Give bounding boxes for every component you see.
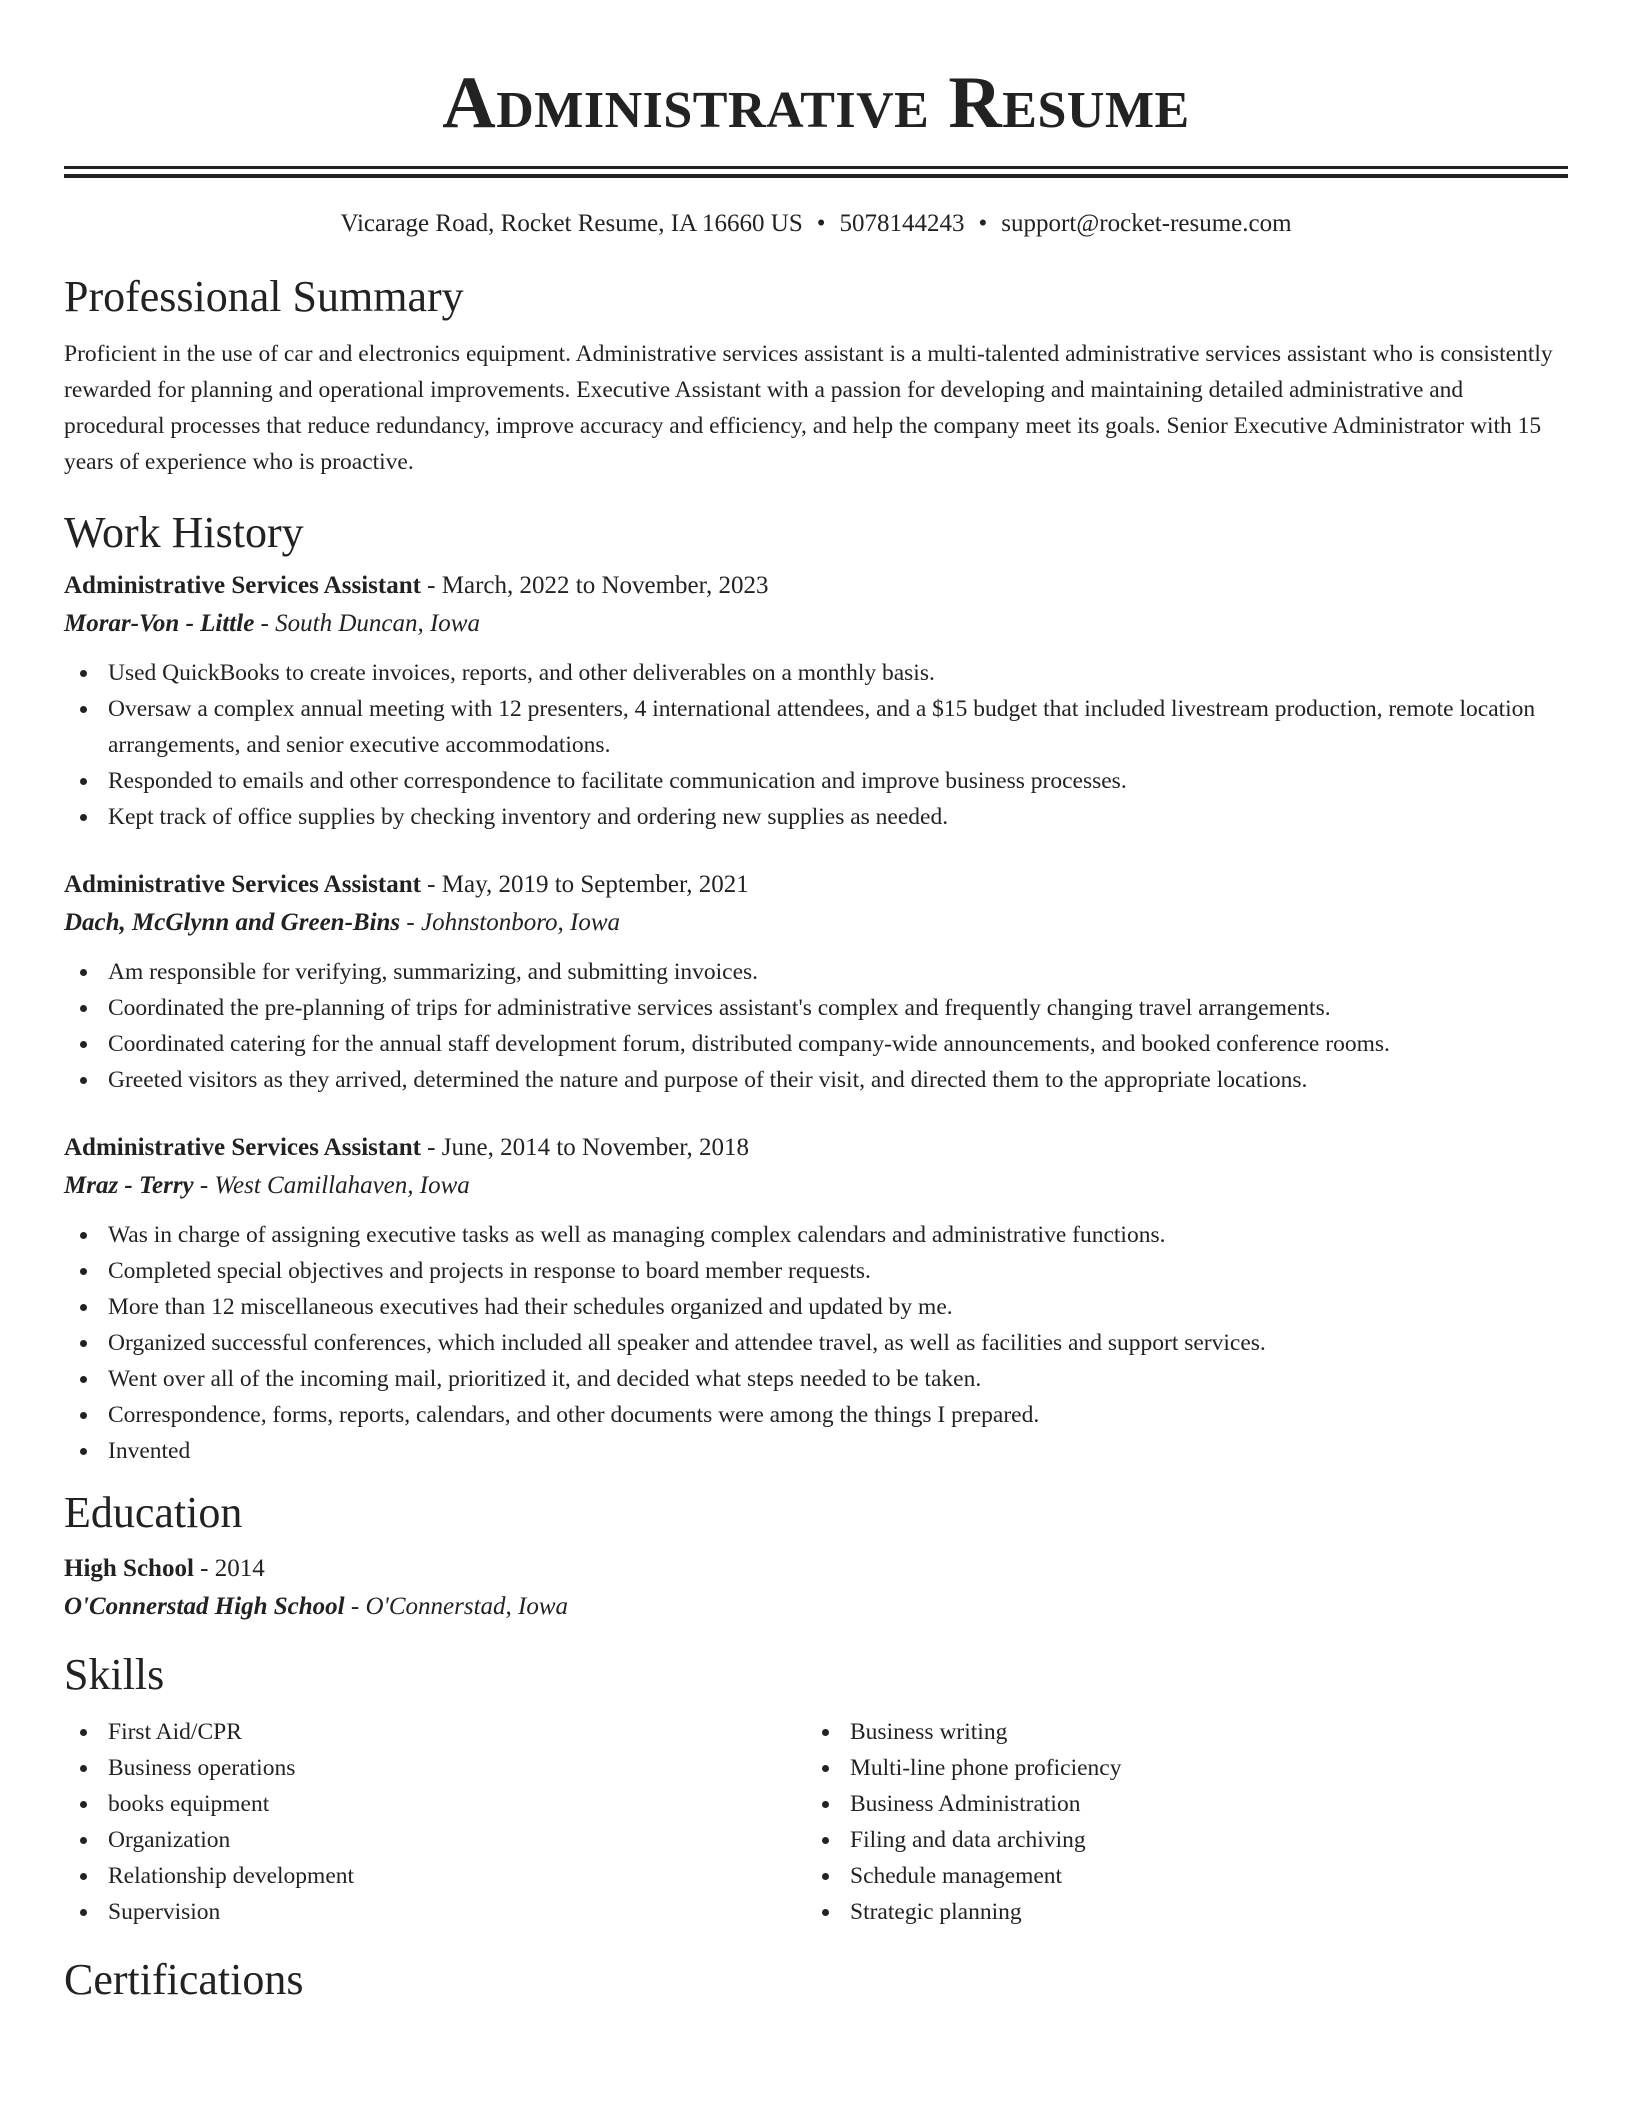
job-bullet: Was in charge of assigning executive tasks as well as managing complex calendars and administrative functions. (108, 1217, 1568, 1253)
job-bullet: Went over all of the incoming mail, prioritized it, and decided what steps needed to be taken. (108, 1361, 1568, 1397)
job-bullet: More than 12 miscellaneous executives had their schedules organized and updated by me. (108, 1289, 1568, 1325)
job-bullets (64, 1217, 1568, 1469)
resume-page (64, 0, 1568, 2006)
contact-separator: • (978, 210, 988, 237)
job-bullet: Organized successful conferences, which included all speaker and attendee travel, as well as facilities and support services. (108, 1325, 1568, 1361)
education-school-line (64, 1588, 1568, 1626)
job-bullet: Kept track of office supplies by checking inventory and ordering new supplies as needed. (108, 799, 1568, 835)
job-bullet: Completed special objectives and projects in response to board member requests. (108, 1253, 1568, 1289)
work-history-heading: Work History (64, 508, 304, 557)
job-title-line (64, 866, 1568, 904)
skill-item: books equipment (108, 1786, 806, 1822)
job-bullet: Oversaw a complex annual meeting with 12 presenters, 4 international attendees, and a $15 budget that included livestream production, remote location arrangements, and senior executive accommodations. (108, 691, 1568, 763)
education-degree-line (64, 1550, 1568, 1588)
job-bullet: Am responsible for verifying, summarizing, and submitting invoices. (108, 954, 1568, 990)
job-title: Administrative Services Assistant (64, 572, 421, 599)
job-dates: - March, 2022 to November, 2023 (420, 572, 769, 599)
contact-info (64, 208, 1568, 240)
education-year: - 2014 (193, 1555, 265, 1582)
title-divider-bottom (64, 174, 1568, 178)
contact-address: Vicarage Road, Rocket Resume, IA 16660 US (340, 210, 803, 237)
education-degree: High School (64, 1555, 194, 1582)
job-company-line (64, 605, 1568, 643)
summary-heading: Professional Summary (64, 272, 464, 321)
skill-item: Supervision (108, 1894, 806, 1930)
education-entry (64, 1550, 1568, 1626)
skill-item: Business operations (108, 1750, 806, 1786)
contact-email: support@rocket-resume.com (1001, 210, 1292, 237)
job-dates: - June, 2014 to November, 2018 (420, 1134, 750, 1161)
job-company: Mraz - Terry (64, 1172, 194, 1199)
skill-item: Strategic planning (850, 1894, 1548, 1930)
education-location: - O'Connerstad, Iowa (344, 1593, 569, 1620)
education-heading: Education (64, 1488, 243, 1537)
job-title: Administrative Services Assistant (64, 1134, 421, 1161)
job-bullet: Greeted visitors as they arrived, determined the nature and purpose of their visit, and directed them to the appropriate locations. (108, 1062, 1568, 1098)
resume-title: Administrative Resume (442, 62, 1190, 144)
skills-list (64, 1714, 1568, 1930)
skill-item: Business Administration (850, 1786, 1548, 1822)
job-location: - Johnstonboro, Iowa (400, 909, 621, 936)
contact-phone: 5078144243 (839, 210, 965, 237)
skill-item: Organization (108, 1822, 806, 1858)
job-location: - South Duncan, Iowa (254, 610, 480, 637)
job-bullet: Correspondence, forms, reports, calendars, and other documents were among the things I prepared. (108, 1397, 1568, 1433)
job-bullets (64, 655, 1568, 835)
job-bullets (64, 954, 1568, 1098)
job-location: - West Camillahaven, Iowa (193, 1172, 470, 1199)
job-title-line (64, 1129, 1568, 1167)
skills-bullets-right (806, 1714, 1548, 1930)
certifications-heading: Certifications (64, 1955, 304, 2004)
title-divider-top (64, 166, 1568, 169)
skill-item: Schedule management (850, 1858, 1548, 1894)
job-company-line (64, 904, 1568, 942)
skill-item: Filing and data archiving (850, 1822, 1548, 1858)
job-bullet: Coordinated catering for the annual staff development forum, distributed company-wide announcements, and booked conference rooms. (108, 1026, 1568, 1062)
skill-item: Multi-line phone proficiency (850, 1750, 1548, 1786)
job-bullet: Used QuickBooks to create invoices, reports, and other deliverables on a monthly basis. (108, 655, 1568, 691)
skills-column-left (64, 1714, 806, 1930)
job-entry (64, 866, 1568, 1098)
skill-item: Relationship development (108, 1858, 806, 1894)
skills-bullets-left (64, 1714, 806, 1930)
job-title: Administrative Services Assistant (64, 871, 421, 898)
job-bullet: Coordinated the pre-planning of trips for administrative services assistant's complex and frequently changing travel arrangements. (108, 990, 1568, 1026)
job-company: Dach, McGlynn and Green-Bins (64, 909, 401, 936)
skill-item: First Aid/CPR (108, 1714, 806, 1750)
skill-item: Business writing (850, 1714, 1548, 1750)
job-entry (64, 1129, 1568, 1469)
education-school: O'Connerstad High School (64, 1593, 345, 1620)
job-entry (64, 567, 1568, 835)
job-company: Morar-Von - Little (64, 610, 255, 637)
contact-separator: • (816, 210, 826, 237)
job-bullet: Invented (108, 1433, 1568, 1469)
job-title-line (64, 567, 1568, 605)
skills-heading: Skills (64, 1650, 165, 1699)
job-bullet: Responded to emails and other correspondence to facilitate communication and improve business processes. (108, 763, 1568, 799)
job-company-line (64, 1167, 1568, 1205)
summary-text: Proficient in the use of car and electronics equipment. Administrative services assistant is a multi-talented administrative services assistant who is consistently rewarded for planning and operational improvements. Executive Assistant with a passion for developing and maintaining detailed administrative and procedural processes that reduce redundancy, improve accuracy and efficiency, and help the company meet its goals. Senior Executive Administrator with 15 years of experience who is proactive. (64, 341, 1553, 475)
skills-column-right (806, 1714, 1548, 1930)
job-dates: - May, 2019 to September, 2021 (420, 871, 749, 898)
